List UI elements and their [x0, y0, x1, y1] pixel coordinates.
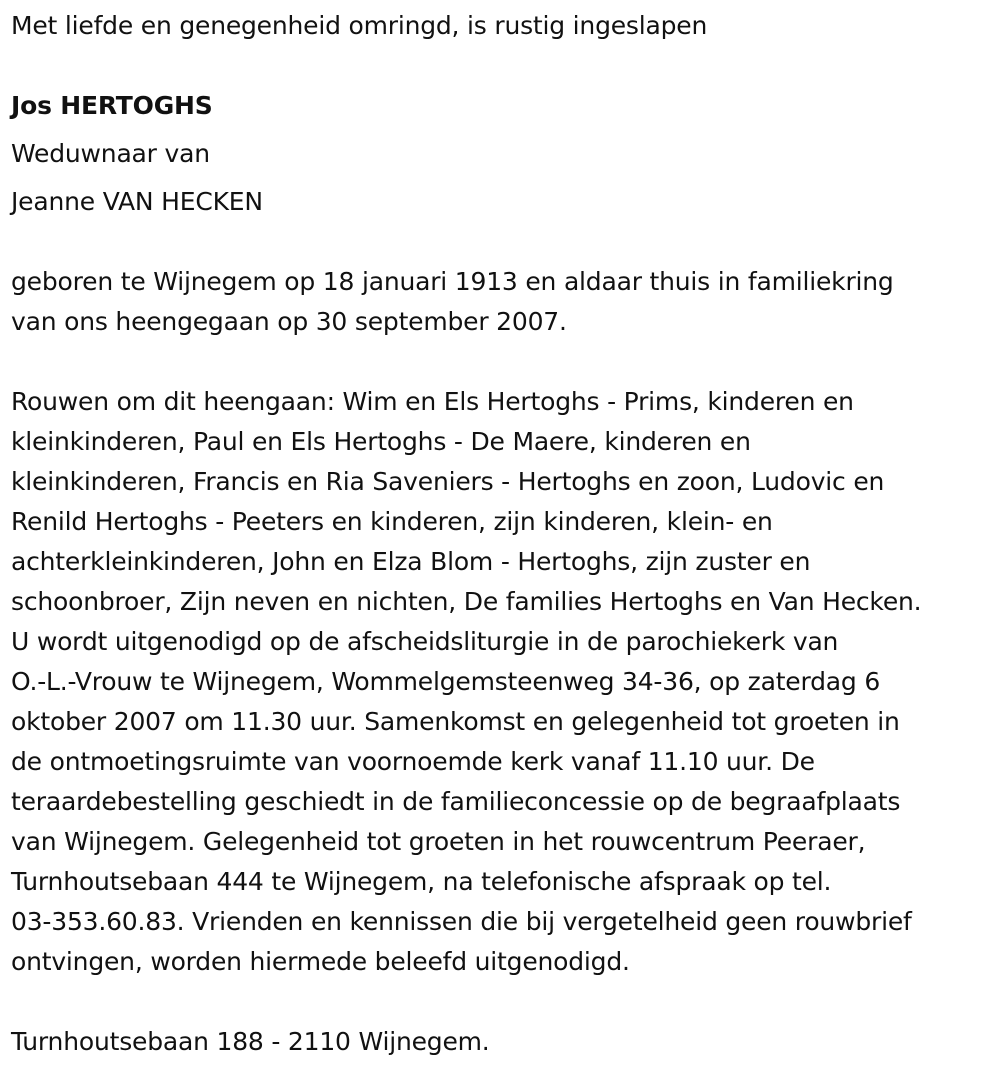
paragraph-line: 03-353.60.83. Vrienden en kennissen die bij vergetelheid geen rouwbrief: [11, 907, 912, 936]
paragraph-line: kleinkinderen, Francis en Ria Saveniers - Hertoghs en zoon, Ludovic en: [11, 467, 885, 496]
paragraph-line: van Wijnegem. Gelegenheid tot groeten in het rouwcentrum Peeraer,: [11, 827, 866, 856]
paragraph-line: Rouwen om dit heengaan: Wim en Els Hertoghs - Prims, kinderen en: [11, 387, 854, 416]
deceased-name: Jos HERTOGHS: [11, 91, 213, 120]
paragraph-line: U wordt uitgenodigd op de afscheidsliturgie in de parochiekerk van: [11, 627, 839, 656]
intro-text: Met liefde en genegenheid omringd, is rustig ingeslapen: [11, 11, 708, 40]
paragraph-line: oktober 2007 om 11.30 uur. Samenkomst en gelegenheid tot groeten in: [11, 707, 900, 736]
paragraph-line: schoonbroer, Zijn neven en nichten, De families Hertoghs en Van Hecken.: [11, 587, 922, 616]
mourning-paragraph: [11, 382, 921, 982]
paragraph-line: achterkleinkinderen, John en Elza Blom - Hertoghs, zijn zuster en: [11, 547, 811, 576]
paragraph-line: teraardebestelling geschiedt in de familieconcessie op de begraafplaats: [11, 787, 901, 816]
spouse-name: Jeanne VAN HECKEN: [11, 187, 263, 216]
paragraph-line: Renild Hertoghs - Peeters en kinderen, zijn kinderen, klein- en: [11, 507, 773, 536]
paragraph-line: ontvingen, worden hiermede beleefd uitgenodigd.: [11, 947, 630, 976]
home-address: Turnhoutsebaan 188 - 2110 Wijnegem.: [11, 1027, 490, 1056]
relation-text: Weduwnaar van: [11, 139, 210, 168]
paragraph-line: van ons heengegaan op 30 september 2007.: [11, 307, 567, 336]
paragraph-line: Turnhoutsebaan 444 te Wijnegem, na telefonische afspraak op tel.: [11, 867, 832, 896]
paragraph-line: geboren te Wijnegem op 18 januari 1913 en aldaar thuis in familiekring: [11, 267, 894, 296]
birth-paragraph: [11, 262, 894, 342]
paragraph-line: O.-L.-Vrouw te Wijnegem, Wommelgemsteenweg 34-36, op zaterdag 6: [11, 667, 881, 696]
paragraph-line: kleinkinderen, Paul en Els Hertoghs - De Maere, kinderen en: [11, 427, 751, 456]
paragraph-line: de ontmoetingsruimte van voornoemde kerk vanaf 11.10 uur. De: [11, 747, 815, 776]
